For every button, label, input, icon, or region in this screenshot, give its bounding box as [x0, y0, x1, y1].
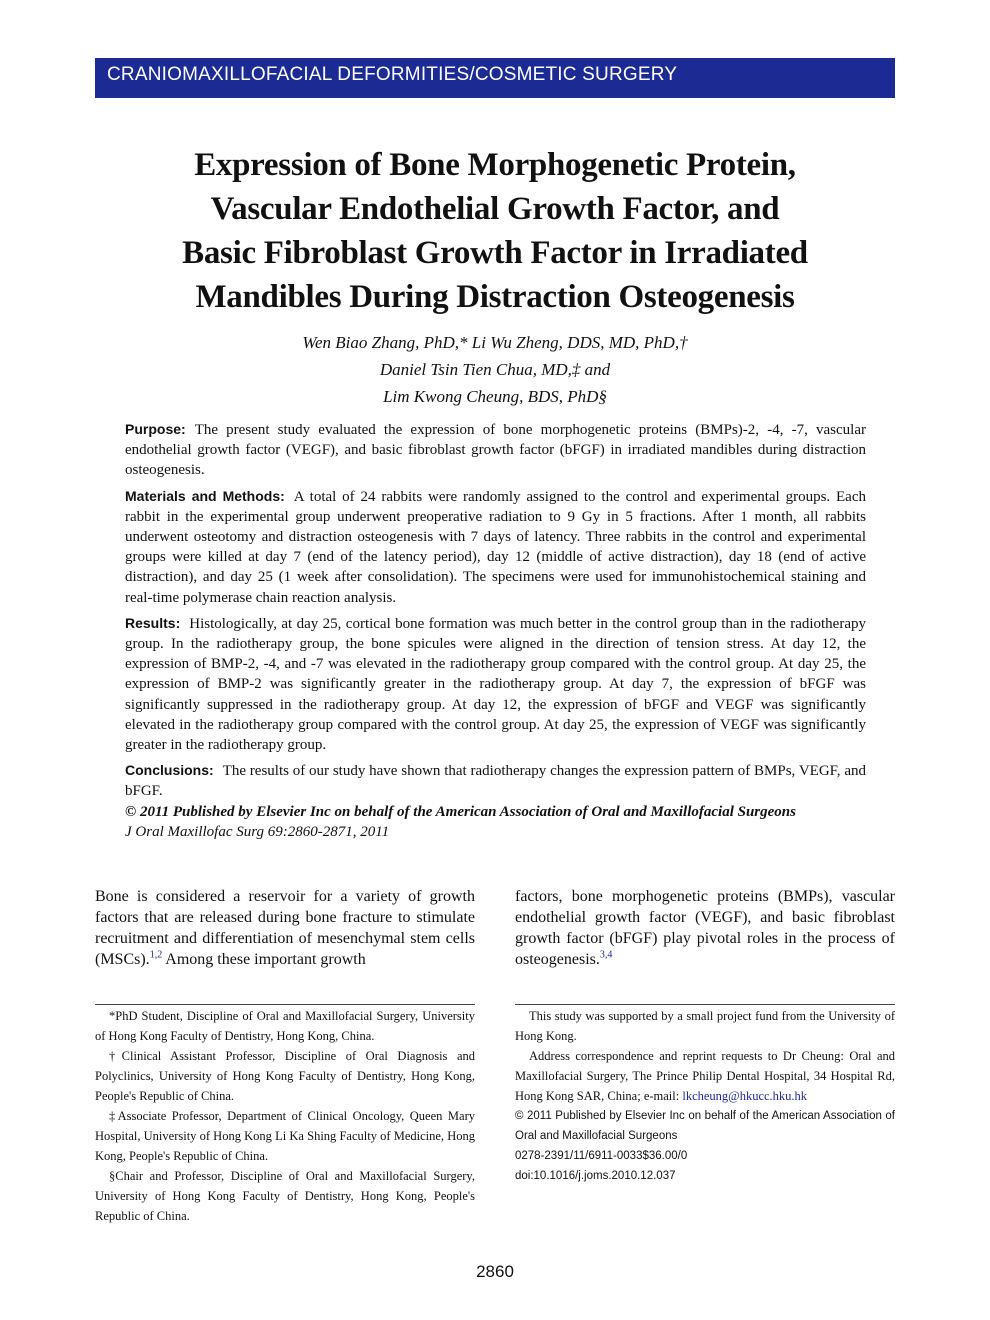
abstract-results: [125, 613, 866, 755]
title-line: Expression of Bone Morphogenetic Protein,: [194, 147, 796, 183]
results-text: Histologically, at day 25, cortical bone formation was much better in the control group than in the radiotherapy group. In the radiotherapy group, the bone spicules were aligned in the direction of tension stress. At day 12, the expression of BMP-2, -4, and -7 was elevated in the radiotherapy group compared with the control group. At day 25, the expression of BMP-2 was significantly greater in the radiotherapy group. At day 7, the expression of bFGF was significantly suppressed in the radiotherapy group. At day 12, the expression of bFGF and VEGF was significantly elevated in the radiotherapy group compared with the control group. At day 25, the expression of VEGF was significantly greater in the radiotherapy group.: [125, 615, 866, 754]
abstract: [125, 419, 866, 842]
body-text: Among these important growth: [162, 951, 366, 968]
body-text: factors, bone morphogenetic proteins (BMPs), vascular endothelial growth factor (VEGF), and basic fibroblast growth factor (bFGF) play pivotal roles in the process of osteogenesis.: [515, 888, 895, 968]
email-link[interactable]: lkcheung@hkucc.hku.hk: [682, 1089, 808, 1103]
author-list: [95, 329, 895, 410]
affiliation-footnotes: [95, 1006, 475, 1226]
article-title: [95, 143, 895, 319]
footnote: ‡Associate Professor, Department of Clinical Oncology, Queen Mary Hospital, University of Hong Kong Li Ka Shing Faculty of Medicine, Hong Kong, People's Republic of China.: [95, 1109, 475, 1163]
body-text: Bone is considered a reservoir for a variety of growth factors that are released during bone fracture to stimulate recruitment and differentiation of mesenchymal stem cells (MSCs).: [95, 888, 475, 968]
results-label: Results:: [125, 614, 181, 631]
purpose-label: Purpose:: [125, 421, 186, 437]
publisher-copyright: © 2011 Published by Elsevier Inc on behalf of the American Association of Oral and Maxillofacial Surgeons: [515, 1110, 895, 1142]
page-number: 2860: [476, 1262, 514, 1281]
conclusions-label: Conclusions:: [125, 762, 214, 779]
author-line: Wen Biao Zhang, PhD,* Li Wu Zheng, DDS, MD, PhD,†: [302, 333, 688, 352]
body-column-right: [515, 886, 895, 970]
abstract-copyright: © 2011 Published by Elsevier Inc on behalf of the American Association of Oral and Maxillofacial Surgeons: [125, 803, 796, 820]
body-column-left: [95, 886, 475, 970]
footnote: *PhD Student, Discipline of Oral and Maxillofacial Surgery, University of Hong Kong Faculty of Dentistry, Hong Kong, China.: [95, 1009, 475, 1043]
journal-citation: J Oral Maxillofac Surg 69:2860-2871, 2011: [125, 823, 390, 840]
title-line: Mandibles During Distraction Osteogenesis: [195, 279, 795, 315]
footnote: §Chair and Professor, Discipline of Oral and Maxillofacial Surgery, University of Hong Kong Faculty of Dentistry, Hong Kong, People's Republic of China.: [95, 1169, 475, 1223]
author-line: Daniel Tsin Tien Chua, MD,‡ and: [379, 360, 611, 379]
reference-link[interactable]: 3,4: [599, 949, 613, 961]
issn: 0278-2391/11/6911-0033$36.00/0: [515, 1150, 688, 1162]
footnote: †Clinical Assistant Professor, Discipline of Oral Diagnosis and Polyclinics, University of Hong Kong Faculty of Dentistry, Hong Kong, People's Republic of China.: [95, 1049, 475, 1103]
doi[interactable]: doi:10.1016/j.joms.2010.12.037: [515, 1170, 676, 1182]
correspondence-note: [515, 1046, 895, 1106]
footnote-divider: [515, 1004, 895, 1005]
purpose-text: The present study evaluated the expression of bone morphogenetic proteins (BMPs)-2, -4, -7, vascular endothelial growth factor (VEGF), and basic fibroblast growth factor (bFGF) in irradiated mandibles during distraction osteogenesis.: [125, 422, 866, 479]
abstract-purpose: [125, 419, 866, 481]
conclusions-text: The results of our study have shown that radiotherapy changes the expression pattern of BMPs, VEGF, and bFGF.: [125, 763, 866, 800]
support-footnotes: [515, 1006, 895, 1186]
title-line: Vascular Endothelial Growth Factor, and: [210, 191, 780, 227]
author-line: Lim Kwong Cheung, BDS, PhD§: [383, 387, 607, 406]
methods-text: A total of 24 rabbits were randomly assigned to the control and experimental groups. Each rabbit in the experimental group underwent preoperative radiation to 9 Gy in 5 fractions. After 1 month, all rabbits underwent osteotomy and distraction osteogenesis with 7 days of latency. Three rabbits in the control and experimental groups were killed at day 7 (end of the latency period), day 12 (middle of active distraction), day 18 (end of active distraction), and day 25 (1 week after consolidation). The specimens were used for immunohistochemical staining and real-time polymerase chain reaction analysis.: [125, 488, 866, 606]
abstract-methods: [125, 486, 866, 608]
abstract-conclusions: [125, 760, 866, 801]
correspondence-text: Address correspondence and reprint requests to Dr Cheung: Oral and Maxillofacial Surgery, The Prince Philip Dental Hospital, 34 Hospital Rd, Hong Kong SAR, China; e-mail:: [515, 1049, 895, 1103]
footnote-divider: [95, 1004, 475, 1005]
methods-label: Materials and Methods:: [125, 487, 285, 504]
funding-note: This study was supported by a small project fund from the University of Hong Kong.: [515, 1009, 895, 1043]
title-line: Basic Fibroblast Growth Factor in Irradiated: [182, 235, 808, 271]
reference-link[interactable]: 1,2: [149, 949, 163, 961]
section-banner: CRANIOMAXILLOFACIAL DEFORMITIES/COSMETIC SURGERY: [95, 58, 895, 98]
